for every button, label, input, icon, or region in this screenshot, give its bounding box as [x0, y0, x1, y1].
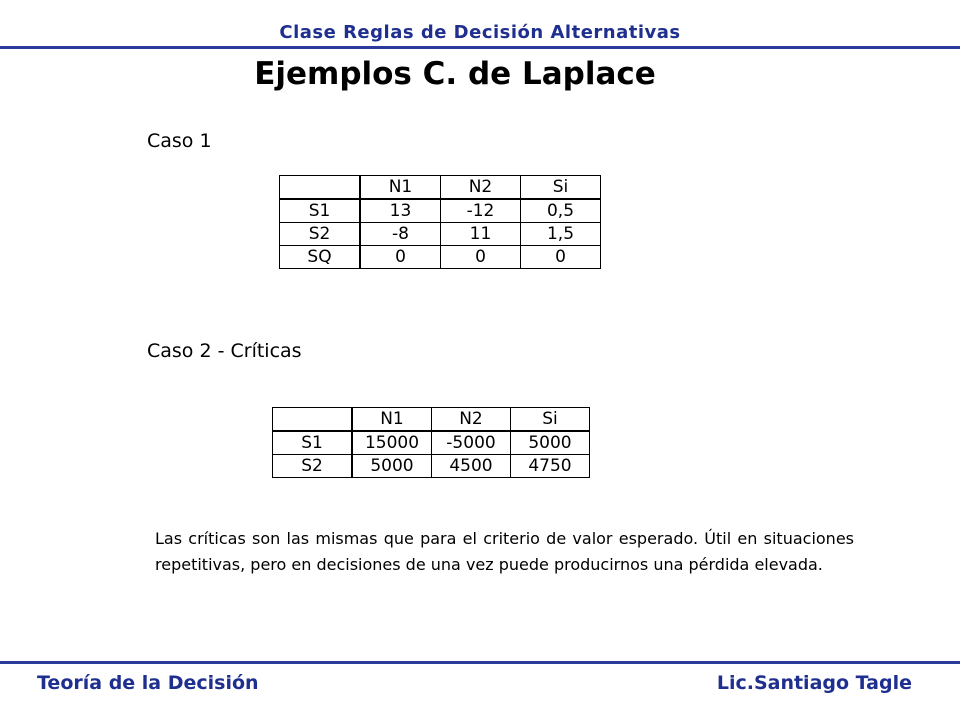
footer-divider	[0, 661, 960, 664]
table-cell: 4500	[432, 455, 511, 478]
table-header-cell: N1	[352, 408, 432, 432]
table-cell: 1,5	[521, 223, 601, 246]
table-cell: 4750	[511, 455, 590, 478]
header-divider	[0, 46, 960, 49]
slide-title: Ejemplos C. de Laplace	[254, 56, 656, 92]
table-cell: -12	[441, 199, 521, 223]
table-cell: S1	[280, 199, 361, 223]
case1-caption: Caso 1	[147, 130, 212, 152]
footer-course-name: Teoría de la Decisión	[37, 672, 259, 694]
table-header-cell: Si	[511, 408, 590, 432]
case2-table	[272, 407, 590, 478]
table-row	[280, 246, 601, 269]
table-cell: 15000	[352, 431, 432, 455]
table-cell: 5000	[511, 431, 590, 455]
table-cell: 0	[441, 246, 521, 269]
table-row	[280, 223, 601, 246]
table-header-cell: Si	[521, 176, 601, 200]
table-header-cell	[273, 408, 353, 432]
table-cell: 13	[360, 199, 441, 223]
table-row	[273, 431, 590, 455]
table-header-cell: N1	[360, 176, 441, 200]
course-title: Clase Reglas de Decisión Alternativas	[279, 22, 681, 43]
table-cell: 5000	[352, 455, 432, 478]
table-cell: S2	[273, 455, 353, 478]
table-cell: S1	[273, 431, 353, 455]
table-header-cell	[280, 176, 361, 200]
table-header-cell: N2	[432, 408, 511, 432]
table-row	[280, 199, 601, 223]
table-cell: -8	[360, 223, 441, 246]
case1-table	[279, 175, 601, 269]
table-cell: -5000	[432, 431, 511, 455]
table-header-row	[273, 408, 590, 432]
table-header-row	[280, 176, 601, 200]
table-cell: 0	[360, 246, 441, 269]
table-header-cell: N2	[441, 176, 521, 200]
table-row	[273, 455, 590, 478]
table-cell: SQ	[280, 246, 361, 269]
criticism-paragraph: Las críticas son las mismas que para el criterio de valor esperado. Útil en situaciones repetitivas, pero en decisiones de una vez puede producirnos una pérdida elevada.	[155, 529, 854, 574]
case2-caption: Caso 2 - Críticas	[147, 340, 302, 362]
table-cell: S2	[280, 223, 361, 246]
table-cell: 11	[441, 223, 521, 246]
table-cell: 0	[521, 246, 601, 269]
footer-author: Lic.Santiago Tagle	[716, 672, 912, 694]
table-cell: 0,5	[521, 199, 601, 223]
